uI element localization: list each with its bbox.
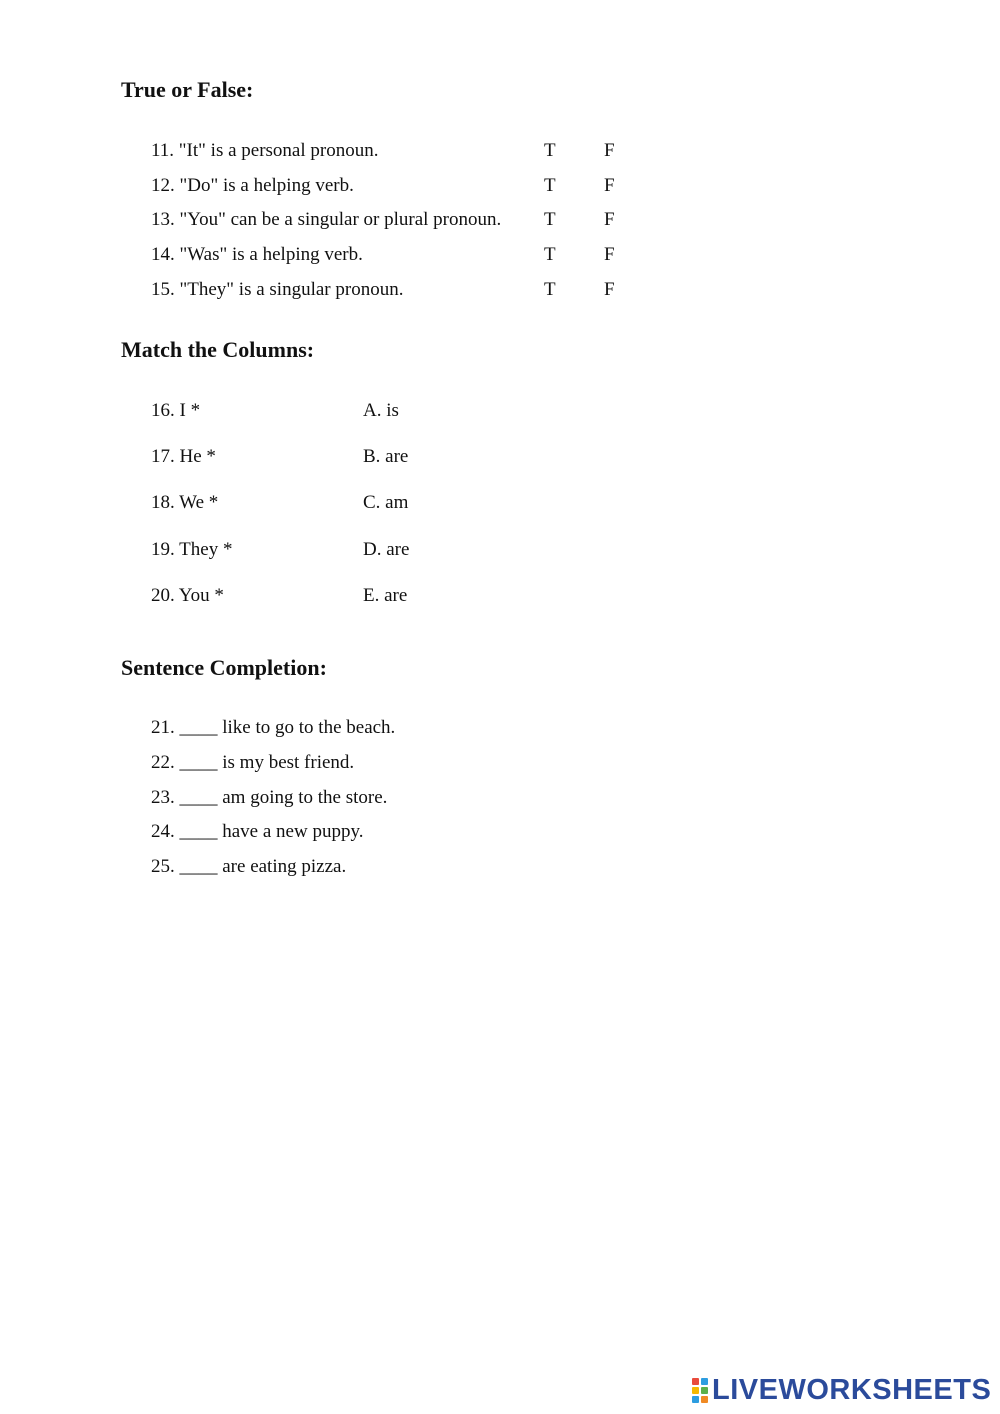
completion-item-25[interactable]: 25. ____ are eating pizza. [151,856,347,877]
tf-option-false-14[interactable]: F [604,244,615,265]
match-option-a[interactable]: A. is [363,400,399,421]
logo-block [692,1378,699,1385]
match-item-18[interactable]: 18. We * [151,492,219,513]
tf-option-false-12[interactable]: F [604,175,615,196]
match-item-17[interactable]: 17. He * [151,446,216,467]
logo-block [692,1396,699,1403]
completion-item-22[interactable]: 22. ____ is my best friend. [151,752,355,773]
completion-item-24[interactable]: 24. ____ have a new puppy. [151,821,364,842]
tf-question-13: 13. "You" can be a singular or plural pronoun. [151,209,502,230]
tf-question-15: 15. "They" is a singular pronoun. [151,279,404,300]
logo-block [692,1387,699,1394]
tf-option-true-11[interactable]: T [544,140,556,161]
logo-block [701,1396,708,1403]
liveworksheets-logo [692,1372,991,1408]
section-heading-match: Match the Columns: [121,337,315,362]
logo-block [701,1387,708,1394]
match-option-b[interactable]: B. are [363,446,409,467]
match-item-16[interactable]: 16. I * [151,400,201,421]
match-option-c[interactable]: C. am [363,492,409,513]
tf-option-false-13[interactable]: F [604,209,615,230]
tf-option-true-13[interactable]: T [544,209,556,230]
tf-question-14: 14. "Was" is a helping verb. [151,244,363,265]
match-option-e[interactable]: E. are [363,585,408,606]
tf-option-true-14[interactable]: T [544,244,556,265]
completion-item-23[interactable]: 23. ____ am going to the store. [151,787,388,808]
tf-option-true-12[interactable]: T [544,175,556,196]
match-item-19[interactable]: 19. They * [151,539,233,560]
section-heading-true-false: True or False: [121,77,254,102]
liveworksheets-wordmark: LIVEWORKSHEETS [712,1374,992,1406]
tf-question-11: 11. "It" is a personal pronoun. [151,140,379,161]
match-option-d[interactable]: D. are [363,539,410,560]
tf-option-true-15[interactable]: T [544,279,556,300]
logo-block [701,1378,708,1385]
tf-option-false-11[interactable]: F [604,140,615,161]
match-item-20[interactable]: 20. You * [151,585,224,606]
tf-option-false-15[interactable]: F [604,279,615,300]
tf-question-12: 12. "Do" is a helping verb. [151,175,354,196]
completion-item-21[interactable]: 21. ____ like to go to the beach. [151,717,396,738]
liveworksheets-logo-icon [692,1378,708,1403]
section-heading-completion: Sentence Completion: [121,655,327,680]
